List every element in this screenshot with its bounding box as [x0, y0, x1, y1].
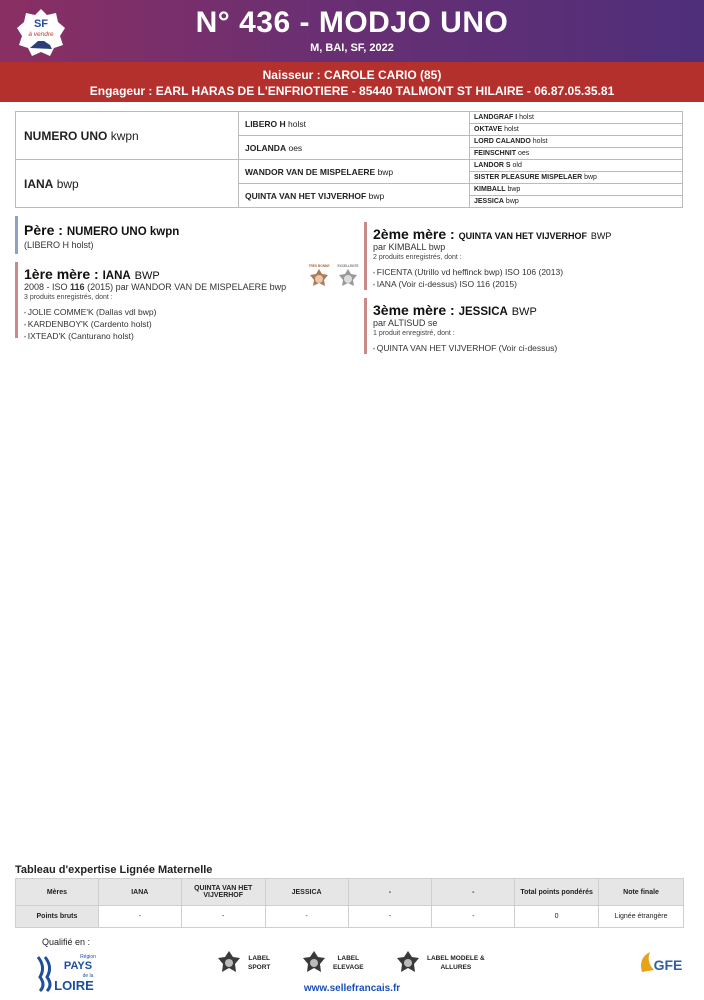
pedigree-dam [15, 159, 239, 208]
g3-name: JESSICA [474, 198, 504, 205]
pere-name: NUMERO UNO kwpn [66, 226, 180, 238]
mere1-breed: BWP [134, 270, 160, 282]
list-item: • FICENTA (Utrillo vd heffinck bwp) ISO 106 (2013) [373, 267, 684, 279]
gfe-logo [636, 948, 690, 976]
table-cell: Lignée étrangère [599, 906, 684, 928]
table-cell: - [432, 906, 515, 928]
table-cell: - [181, 906, 265, 928]
medal-excellente-icon [335, 262, 361, 296]
list-item: • KARDENBOY'K (Cardento holst) [24, 319, 350, 331]
g3-name: KIMBALL [474, 186, 506, 193]
g3-name: LANDGRAF I [474, 114, 518, 121]
g3-suffix: oes [517, 150, 530, 157]
mere1-block [15, 262, 350, 341]
engageur-text: Engageur : EARL HARAS DE L'ENFRIOTIERE - 85440 TALMONT ST HILAIRE - 06.87.05.35.81 [89, 84, 615, 98]
mere1-iso: 116 [70, 282, 85, 292]
table-header-cell: - [348, 879, 432, 906]
svg-text:TRÈS BONNE: TRÈS BONNE [308, 264, 330, 268]
table-header-cell: Note finale [599, 879, 684, 906]
g3-suffix: bwp [507, 186, 521, 193]
table-header-cell: IANA [98, 879, 181, 906]
list-item: • IANA (Voir ci-dessus) ISO 116 (2015) [373, 279, 684, 291]
g3-name: LORD CALANDO [474, 138, 531, 145]
mere2-label: 2ème mère : [373, 226, 455, 242]
mere2-par: par KIMBALL bwp [373, 242, 446, 252]
website-link[interactable]: www.sellefrancais.fr [303, 983, 401, 994]
g3-name: LANDOR S [474, 162, 511, 169]
table-cell: - [98, 906, 181, 928]
list-item: • JOLIE COMME'K (Dallas vdl bwp) [24, 307, 350, 319]
label-modele-line2: ALLURES [440, 964, 472, 971]
g3-suffix: holst [532, 138, 548, 145]
g3-suffix: bwp [505, 198, 519, 205]
g3-suffix: bwp [584, 174, 597, 181]
label-modele-line1: LABEL MODELE & [427, 955, 485, 962]
g2-name: QUINTA VAN HET VIJVERHOF [245, 190, 367, 201]
mere1-name: IANA [102, 270, 131, 282]
pedigree-g2-cell [238, 135, 470, 160]
table-header-cell: Total points pondérés [515, 879, 599, 906]
pere-line: (LIBERO H holst) [24, 240, 94, 250]
sire-name: NUMERO UNO [24, 128, 108, 143]
g2-suffix: bwp [368, 190, 385, 201]
horse-title: N° 436 - MODJO UNO [195, 6, 509, 39]
svg-text:de la: de la [82, 973, 94, 979]
label-sport-icon [216, 950, 242, 976]
label-sport [216, 950, 270, 976]
mere3-block [364, 298, 684, 354]
label-modele-allures [395, 950, 485, 976]
table-header-cell: - [432, 879, 515, 906]
g3-name: FEINSCHNIT [474, 150, 516, 157]
pedigree-sire [15, 111, 239, 160]
dam-name: IANA [24, 176, 54, 191]
label-sport-line1: LABEL [248, 955, 271, 962]
naisseur-text: Naisseur : CAROLE CARIO (85) [262, 68, 442, 82]
table-header-cell: QUINTA VAN HET VIJVERHOF [181, 879, 265, 906]
mere3-par: par ALTISUD se [373, 318, 438, 328]
g3-name: SISTER PLEASURE MISPELAER [474, 174, 583, 181]
breeder-band [0, 62, 704, 102]
mere3-products: 1 produit enregistré, dont : [373, 330, 455, 337]
svg-text:Région: Région [80, 954, 96, 960]
pedigree-g3-cell [469, 195, 683, 208]
g2-name: WANDOR VAN DE MISPELAERE [245, 166, 376, 177]
table-header-row [16, 879, 684, 906]
header-banner [0, 0, 704, 62]
pedigree-g2-cell [238, 111, 470, 136]
svg-text:GFE: GFE [653, 957, 683, 973]
sire-suffix: kwpn [110, 128, 139, 143]
mere2-breed: BWP [590, 231, 612, 241]
table-row [16, 906, 684, 928]
g2-name: JOLANDA [245, 142, 287, 153]
mere2-block [364, 222, 684, 290]
dam-suffix: bwp [56, 176, 79, 191]
label-elevage [301, 950, 364, 976]
g2-suffix: oes [288, 142, 303, 153]
table-header-cell: Mères [16, 879, 99, 906]
label-elevage-icon [301, 950, 327, 976]
expertise-title: Tableau d'expertise Lignée Maternelle [15, 864, 213, 876]
label-elevage-line1: LABEL [337, 955, 360, 962]
logo-vendre-text: à vendre [28, 31, 54, 38]
g3-suffix: holst [504, 126, 519, 133]
expertise-table [15, 878, 684, 928]
list-item: • QUINTA VAN HET VIJVERHOF (Voir ci-dessus) [373, 343, 684, 355]
list-item: • IXTEAD'K (Canturano holst) [24, 331, 350, 343]
pere-block [15, 216, 345, 254]
mere1-products: 3 produits enregistrés, dont : [24, 294, 113, 301]
mere3-breed: BWP [511, 306, 537, 318]
pedigree-g2-cell [238, 159, 470, 184]
mere3-label: 3ème mère : [373, 302, 455, 318]
label-modele-icon [395, 950, 421, 976]
label-elevage-line2: ELEVAGE [333, 964, 364, 971]
svg-text:LOIRE: LOIRE [54, 978, 94, 993]
qualified-label: Qualifié en : [42, 937, 91, 947]
svg-text:EXCELLENTE: EXCELLENTE [337, 264, 359, 268]
mere1-details [24, 282, 350, 293]
g3-name: OKTAVE [474, 126, 503, 133]
table-cell: - [348, 906, 432, 928]
medal-tres-bonne-icon [306, 262, 332, 296]
table-cell: Points bruts [16, 906, 99, 928]
pedigree-g2-cell [238, 183, 470, 208]
logo-sf-text: SF [33, 18, 49, 30]
mere2-products: 2 produits enregistrés, dont : [373, 254, 462, 261]
mere1-year: 2008 - ISO [24, 282, 68, 292]
pere-label: Père : [24, 222, 63, 238]
table-cell: - [265, 906, 348, 928]
mere1-par: (2015) par WANDOR VAN DE MISPELAERE bwp [87, 282, 287, 292]
mere2-name: QUINTA VAN HET VIJVERHOF [458, 231, 587, 241]
label-sport-line2: SPORT [248, 964, 271, 971]
g2-name: LIBERO H [245, 118, 286, 129]
table-cell: 0 [515, 906, 599, 928]
table-header-cell: JESSICA [265, 879, 348, 906]
horse-subtitle: M, BAI, SF, 2022 [310, 42, 394, 54]
svg-text:PAYS: PAYS [63, 960, 93, 972]
pedigree-table [15, 111, 683, 208]
mere3-name: JESSICA [458, 306, 508, 318]
g3-suffix: old [512, 162, 522, 169]
g2-suffix: holst [288, 118, 306, 129]
mere1-label: 1ère mère : [24, 266, 99, 282]
g2-suffix: bwp [377, 166, 394, 177]
g3-suffix: holst [519, 114, 534, 121]
